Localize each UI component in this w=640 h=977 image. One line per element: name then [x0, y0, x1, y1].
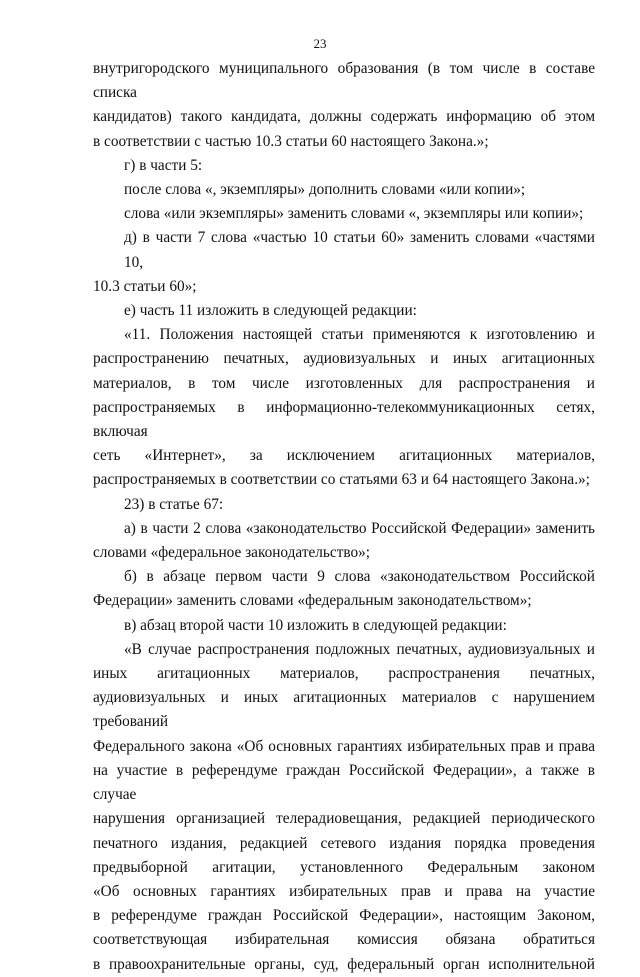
paragraph	[93, 517, 595, 565]
text-line: «11. Положения настоящей статьи применяются к изготовлению и	[124, 326, 595, 344]
text-line: печатного издания, редакцией сетевого издания порядка проведения	[93, 834, 595, 852]
paragraph	[93, 57, 595, 154]
page-number: 23	[313, 36, 327, 51]
text-line: «Об основных гарантиях избирательных прав и права на участие	[93, 882, 595, 900]
text-line: 23) в статье 67:	[124, 495, 224, 513]
text-line: д) в части 7 слова «частью 10 статьи 60» заменить словами «частями 10,	[124, 229, 595, 271]
text-line: распространяемых в соответствии со статьями 63 и 64 настоящего Закона.»;	[93, 471, 590, 489]
paragraph	[93, 202, 595, 226]
paragraph	[93, 565, 595, 613]
paragraph	[93, 154, 595, 178]
text-line: после слова «, экземпляры» дополнить словами «или копии»;	[124, 181, 526, 199]
text-line: соответствующая избирательная комиссия обязана обратиться	[93, 931, 595, 949]
text-line: Федерального закона «Об основных гарантиях избирательных прав и права	[93, 737, 595, 755]
text-line: материалов, в том числе изготовленных для распространения и	[93, 374, 595, 392]
text-line: в правоохранительные органы, суд, федеральный орган исполнительной	[93, 955, 595, 973]
document-body	[93, 57, 595, 977]
paragraph	[93, 178, 595, 202]
paragraph	[93, 638, 595, 977]
text-line: кандидатов) такого кандидата, должны содержать информацию об этом	[93, 108, 595, 126]
text-line: в референдуме граждан Российской Федерации», настоящим Законом,	[93, 907, 595, 925]
text-line: распространению печатных, аудиовизуальных и иных агитационных	[93, 350, 595, 368]
text-line: «В случае распространения подложных печатных, аудиовизуальных и	[124, 640, 595, 658]
text-line: распространяемых в информационно-телекоммуникационных сетях, включая	[93, 398, 595, 441]
text-line: слова «или экземпляры» заменить словами «, экземпляры или копии»;	[124, 205, 584, 223]
paragraph	[93, 493, 595, 517]
text-line: б) в абзаце первом части 9 слова «законодательством Российской	[124, 568, 595, 586]
text-line: в) абзац второй части 10 изложить в следующей редакции:	[124, 616, 507, 634]
paragraph	[93, 614, 595, 638]
text-line: нарушения организацией телерадиовещания, редакцией периодического	[93, 810, 595, 828]
paragraph	[93, 323, 595, 492]
text-line: сеть «Интернет», за исключением агитационных материалов,	[93, 447, 595, 465]
text-line: словами «федеральное законодательство»;	[93, 544, 371, 562]
text-line: 10.3 статьи 60»;	[93, 277, 197, 295]
text-line: а) в части 2 слова «законодательство Российской Федерации» заменить	[124, 519, 595, 537]
text-line: на участие в референдуме граждан Российской Федерации», а также в случае	[93, 761, 595, 804]
paragraph	[93, 299, 595, 323]
text-line: в соответствии с частью 10.3 статьи 60 настоящего Закона.»;	[93, 132, 489, 150]
text-line: аудиовизуальных и иных агитационных материалов с нарушением требований	[93, 689, 595, 731]
text-line: иных агитационных материалов, распространения печатных,	[93, 665, 595, 683]
text-line: внутригородского муниципального образования (в том числе в составе списка	[93, 60, 595, 102]
text-line: г) в части 5:	[124, 156, 203, 174]
text-line: Федерации» заменить словами «федеральным законодательством»;	[93, 592, 532, 610]
paragraph	[93, 226, 595, 299]
text-line: е) часть 11 изложить в следующей редакции:	[124, 302, 417, 320]
text-line: предвыборной агитации, установленного Федеральным законом	[93, 858, 595, 876]
